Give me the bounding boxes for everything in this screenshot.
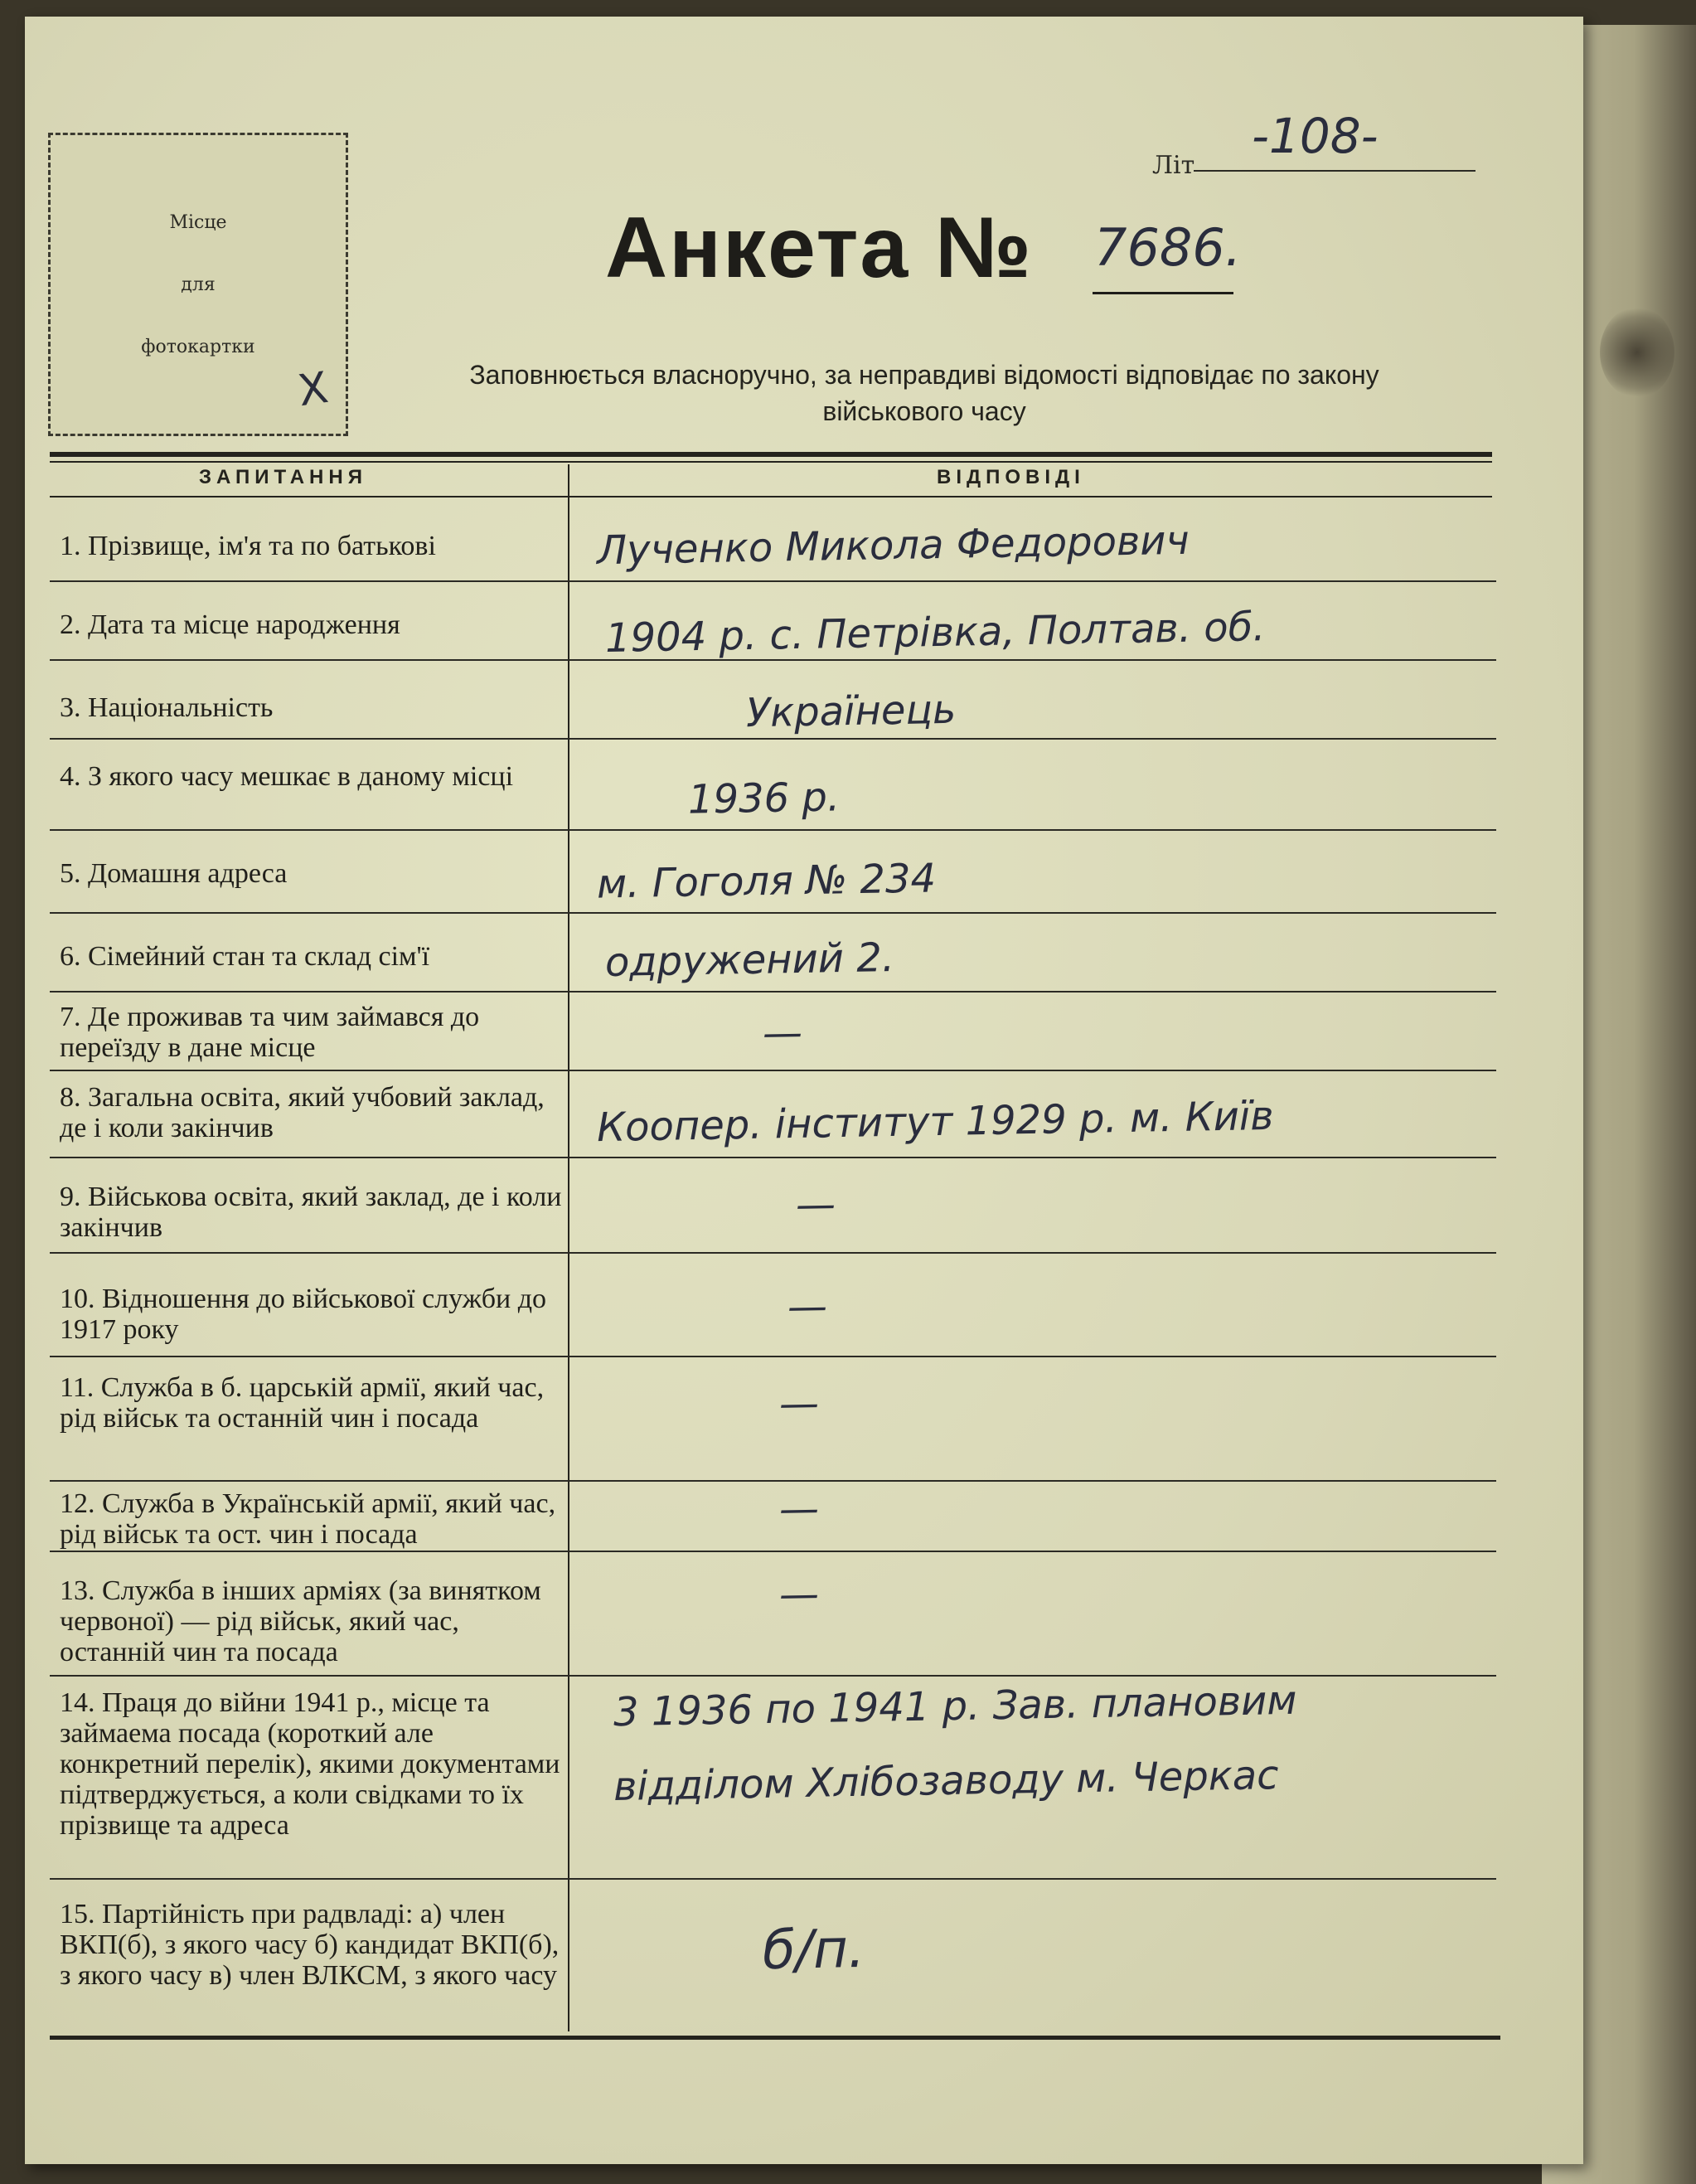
answer-11: — [778,1380,820,1428]
row-line [50,829,1496,831]
question-14: 14. Праця до війни 1941 р., місце та займаема посада (короткий але конкретний перелік), якими документами підтверджується, а коли свідками то їх прізвище та адреса [60,1687,560,1841]
header-line [50,496,1492,497]
question-12: 12. Служба в Українській армії, який час, рід військ та ост. чин і посада [60,1488,556,1550]
row-line [50,912,1496,914]
question-1: 1. Прізвище, ім'я та по батькові [60,531,436,561]
answer-12: — [778,1485,820,1533]
form-number: 7686. [1094,217,1242,278]
row-line [50,659,1496,661]
question-2: 2. Дата та місце народження [60,609,400,640]
answer-6: одружений 2. [604,934,895,987]
subtitle-line-2: військового часу [822,396,1026,426]
photo-label-1: Місце [169,212,227,233]
question-6: 6. Сімейний стан та склад сім'ї [60,941,430,972]
answer-10: — [787,1283,828,1331]
question-5: 5. Домашня адреса [60,858,288,889]
answer-5: м. Гоголя № 234 [596,855,937,908]
photo-x-mark: X [294,362,332,417]
form-title: Анкета № [605,200,1034,296]
question-3: 3. Національність [60,692,274,723]
row-line [50,1356,1496,1357]
answer-7: — [762,1009,803,1057]
lit-value: -108- [1252,108,1379,164]
col-header-questions: ЗАПИТАННЯ [199,466,367,488]
lit-label: Літ [1152,151,1195,180]
question-15: 15. Партійність при радвладі: а) член ВКП(б), з якого часу б) кандидат ВКП(б), з якого часу в) член ВЛКСМ, з якого часу [60,1899,560,1991]
table-top-rule [50,452,1492,457]
photo-label-2: для [181,274,216,295]
answer-1: Лученко Микола Федорович [596,517,1190,575]
answer-13: — [778,1570,820,1619]
question-10: 10. Відношення до військової служби до 1917 року [60,1284,547,1345]
question-8: 8. Загальна освіта, який учбовий заклад, де і коли закінчив [60,1082,545,1143]
answer-3: Українець [745,686,957,737]
question-9: 9. Військова освіта, який заклад, де і коли закінчив [60,1182,562,1243]
table-bottom-rule [50,2036,1500,2040]
question-11: 11. Служба в б. царській армії, який час, рід військ та останній чин і посада [60,1372,545,1434]
answer-4: 1936 р. [687,774,841,823]
answer-14-line-2: відділом Хлібозаводу м. Черкас [613,1752,1280,1810]
row-line [50,738,1496,740]
question-7: 7. Де проживав та чим займався до переїзду в дане місце [60,1002,480,1063]
col-header-answers: ВІДПОВІДІ [937,466,1085,488]
answer-8: Коопер. інститут 1929 р. м. Київ [596,1092,1275,1152]
answer-9: — [795,1181,836,1229]
column-divider [568,464,569,2031]
subtitle-line-1: Заповнюється власноручно, за неправдиві відомості відповідає по закону [469,360,1379,390]
answer-14-line-1: 3 1936 по 1941 р. Зав. плановим [613,1677,1297,1736]
row-line [50,1157,1496,1158]
question-4: 4. З якого часу мешкає в даному місці [60,761,514,792]
row-line [50,1070,1496,1071]
row-line [50,991,1496,993]
row-line [50,1878,1496,1880]
question-13: 13. Служба в інших арміях (за винятком червоної) — рід військ, який час, останній чин та посада [60,1575,541,1667]
table-top-rule-thin [50,461,1492,463]
answer-2: 1904 р. с. Петрівка, Полтав. об. [604,604,1266,662]
row-line [50,1252,1496,1254]
row-line [50,580,1496,582]
row-line [50,1675,1496,1677]
row-line [50,1551,1496,1552]
row-line [50,1480,1496,1482]
form-number-line [1093,292,1233,294]
paper-stain [1600,307,1674,398]
form-subtitle [373,357,1476,430]
answer-15: б/п. [762,1918,865,1983]
lit-line [1194,170,1476,172]
photo-label-3: фотокартки [141,337,255,357]
